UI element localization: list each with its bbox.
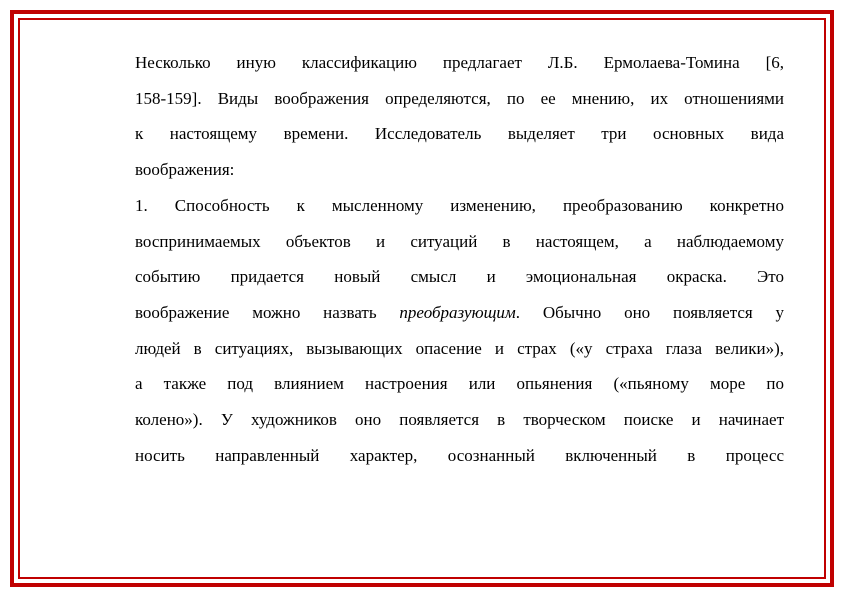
text-line: колено»). У художников оно появляется в творческом поиске и начинает [135,410,784,430]
text-line: Несколько иную классификацию предлагает Л.Б. Ермолаева-Томина [6, [135,53,784,72]
text-fragment: воображение можно назвать [135,302,400,322]
text-line: носить направленный характер, осознанный включенный в процесс [135,445,784,465]
text-line-with-emphasis [135,295,784,331]
text-line: событию придается новый смысл и эмоциональная окраска. Это [135,267,784,287]
text-line: людей в ситуациях, вызывающих опасение и страх («у страха глаза велики»), [135,338,784,358]
text-line: воображения: [135,160,235,180]
text-line: а также под влиянием настроения или опьянения («пьяному море по [135,374,784,394]
emphasized-term: преобразующим [399,302,516,322]
text-line: 1. Способность к мысленному изменению, преобразованию конкретно [135,195,784,215]
text-line: к настоящему времени. Исследователь выделяет три основных вида [135,124,784,144]
document-body [135,45,784,473]
text-line: воспринимаемых объектов и ситуаций в настоящем, а наблюдаемому [135,231,784,251]
text-fragment: . Обычно оно появляется у [515,302,784,322]
text-line: 158-159]. Виды воображения определяются, по ее мнению, их отношениями [135,88,784,108]
